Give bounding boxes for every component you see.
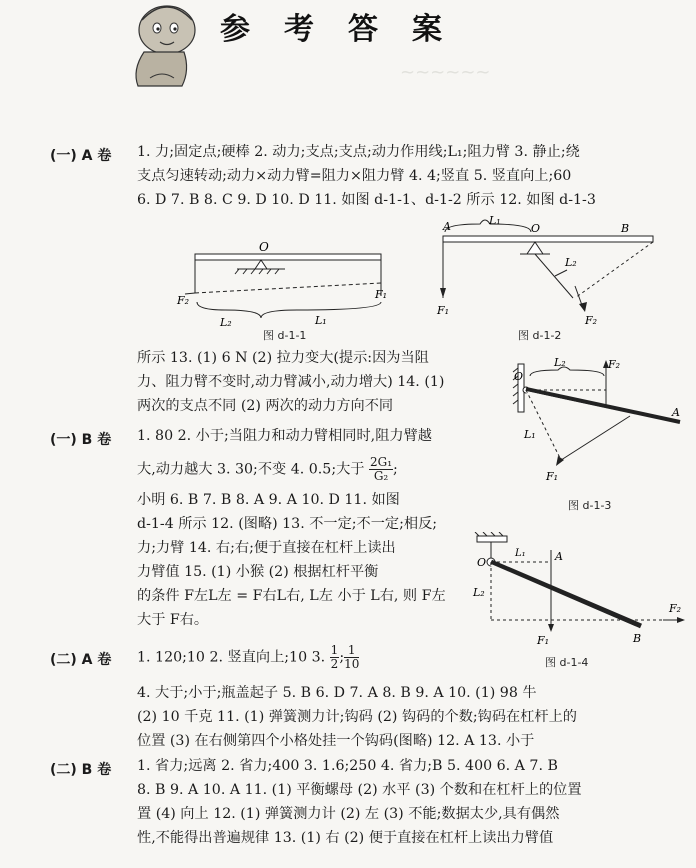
arm-label: L₁ bbox=[489, 216, 501, 227]
answer-line: d-1-4 所示 12. (图略) 13. 不一定;不一定;相反; bbox=[137, 516, 438, 532]
section-label-1b: (一) B 卷 bbox=[50, 432, 112, 448]
answer-line: 位置 (3) 在右侧第四个小格处挂一个钩码(图略) 12. A 13. 小于 bbox=[137, 733, 535, 749]
point-label: O bbox=[259, 240, 269, 254]
answer-line: 力、阻力臂不变时,动力臂减小,动力增大) 14. (1) bbox=[137, 374, 445, 390]
section-label-2b: (二) B 卷 bbox=[50, 762, 112, 778]
arm-label: L₁ bbox=[515, 548, 526, 559]
answer-line: (2) 10 千克 11. (1) 弹簧测力计;钩码 (2) 钩码的个数;钩码在杠杆上的 bbox=[137, 709, 577, 725]
answer-line: 的条件 F左L左 = F右L右, L左 小于 L右, 则 F左 bbox=[137, 588, 446, 604]
arm-label: L₁ bbox=[524, 428, 536, 441]
answer-line bbox=[137, 644, 359, 671]
figure-caption: 图 d-1-2 bbox=[518, 329, 562, 342]
answer-line: 置 (4) 向上 12. (1) 弹簧测力计 (2) 左 (3) 不能;数据太少,具有偶然 bbox=[137, 806, 560, 822]
answer-line: 支点匀速转动;动力×动力臂=阻力×阻力臂 4. 4;竖直 5. 竖直向上;60 bbox=[137, 168, 572, 184]
fraction-denominator: G₂ bbox=[373, 469, 389, 483]
answer-line: 大于 F右。 bbox=[137, 612, 209, 628]
point-label: A bbox=[672, 406, 680, 419]
answer-line: 1. 省力;远离 2. 省力;400 3. 1.6;250 4. 省力;B 5. 400 6. A 7. B bbox=[137, 758, 558, 774]
answer-line: 1. 80 2. 小于;当阻力和动力臂相同时,阻力臂越 bbox=[137, 428, 432, 444]
fraction-denominator: 10 bbox=[344, 657, 360, 671]
force-label: F₁ bbox=[375, 288, 388, 301]
force-label: F₂ bbox=[608, 358, 621, 371]
arm-label: L₂ bbox=[565, 256, 577, 269]
arm-label: L₂ bbox=[220, 316, 232, 329]
point-label: O bbox=[531, 222, 541, 235]
answer-line bbox=[137, 456, 398, 483]
answer-line: 8. B 9. A 10. A 11. (1) 平衡螺母 (2) 水平 (3) 个数和在杠杆上的位置 bbox=[137, 782, 582, 798]
arm-label: L₁ bbox=[315, 314, 327, 327]
force-label: F₂ bbox=[585, 314, 598, 326]
answer-line: 所示 13. (1) 6 N (2) 拉力变大(提示:因为当阻 bbox=[137, 350, 429, 366]
fraction-numerator: 2G₁ bbox=[370, 455, 393, 469]
answer-text: 大,动力越大 3. 30;不变 4. 0.5;大于 bbox=[137, 461, 365, 478]
section-label-2a: (二) A 卷 bbox=[50, 652, 112, 668]
answer-line: 力;力臂 14. 右;右;便于直接在杠杆上读出 bbox=[137, 540, 396, 556]
answer-line: 小明 6. B 7. B 8. A 9. A 10. D 11. 如图 bbox=[137, 492, 400, 508]
force-label: F₁ bbox=[437, 304, 450, 317]
force-label: F₁ bbox=[546, 470, 559, 483]
point-label: O bbox=[514, 370, 524, 383]
arm-label: L₂ bbox=[473, 586, 485, 599]
page-title: 参考答案 bbox=[220, 12, 476, 47]
fraction bbox=[330, 644, 340, 671]
fraction-denominator: 2 bbox=[330, 657, 339, 671]
fraction bbox=[369, 456, 393, 483]
point-label: A bbox=[443, 220, 451, 233]
section-label-1a: (一) A 卷 bbox=[50, 148, 112, 164]
figure-caption: 图 d-1-1 bbox=[263, 329, 307, 342]
force-label: F₁ bbox=[537, 634, 550, 647]
fraction bbox=[344, 644, 359, 671]
figure-d-1-3 bbox=[512, 356, 684, 490]
answer-line: 6. D 7. B 8. C 9. D 10. D 11. 如图 d-1-1、d-1-2 所示 12. 如图 d-1-3 bbox=[137, 192, 596, 208]
force-label: F₂ bbox=[669, 602, 682, 615]
answer-text: 1. 120;10 2. 竖直向上;10 3. bbox=[137, 649, 326, 666]
point-label: O bbox=[477, 556, 487, 569]
arm-label: L₂ bbox=[554, 356, 566, 369]
answer-line: 两次的支点不同 (2) 两次的动力方向不同 bbox=[137, 398, 394, 414]
point-label: A bbox=[555, 550, 563, 563]
figure-caption: 图 d-1-3 bbox=[568, 499, 612, 512]
answer-line: 力臂值 15. (1) 小猴 (2) 根据杠杆平衡 bbox=[137, 564, 379, 580]
answer-text: ; bbox=[339, 649, 345, 666]
fraction-numerator: 1 bbox=[330, 643, 339, 657]
answer-line: 性,不能得出普遍规律 13. (1) 右 (2) 便于直接在杠杆上读出力臂值 bbox=[137, 830, 554, 846]
figure-d-1-2 bbox=[435, 216, 665, 326]
force-label: F₂ bbox=[177, 294, 190, 307]
answer-line: 4. 大于;小于;瓶盖起子 5. B 6. D 7. A 8. B 9. A 10. (1) 98 牛 bbox=[137, 685, 537, 701]
figure-d-1-4 bbox=[463, 532, 688, 648]
figure-caption: 图 d-1-4 bbox=[545, 656, 589, 669]
answer-line: 1. 力;固定点;硬棒 2. 动力;支点;支点;动力作用线;L₁;阻力臂 3. 静止;绕 bbox=[137, 144, 580, 160]
watermark: ~~~~~~ bbox=[400, 62, 491, 83]
answer-text: ; bbox=[393, 461, 398, 478]
point-label: B bbox=[633, 632, 642, 645]
fraction-numerator: 1 bbox=[344, 644, 359, 658]
point-label: B bbox=[621, 222, 630, 235]
